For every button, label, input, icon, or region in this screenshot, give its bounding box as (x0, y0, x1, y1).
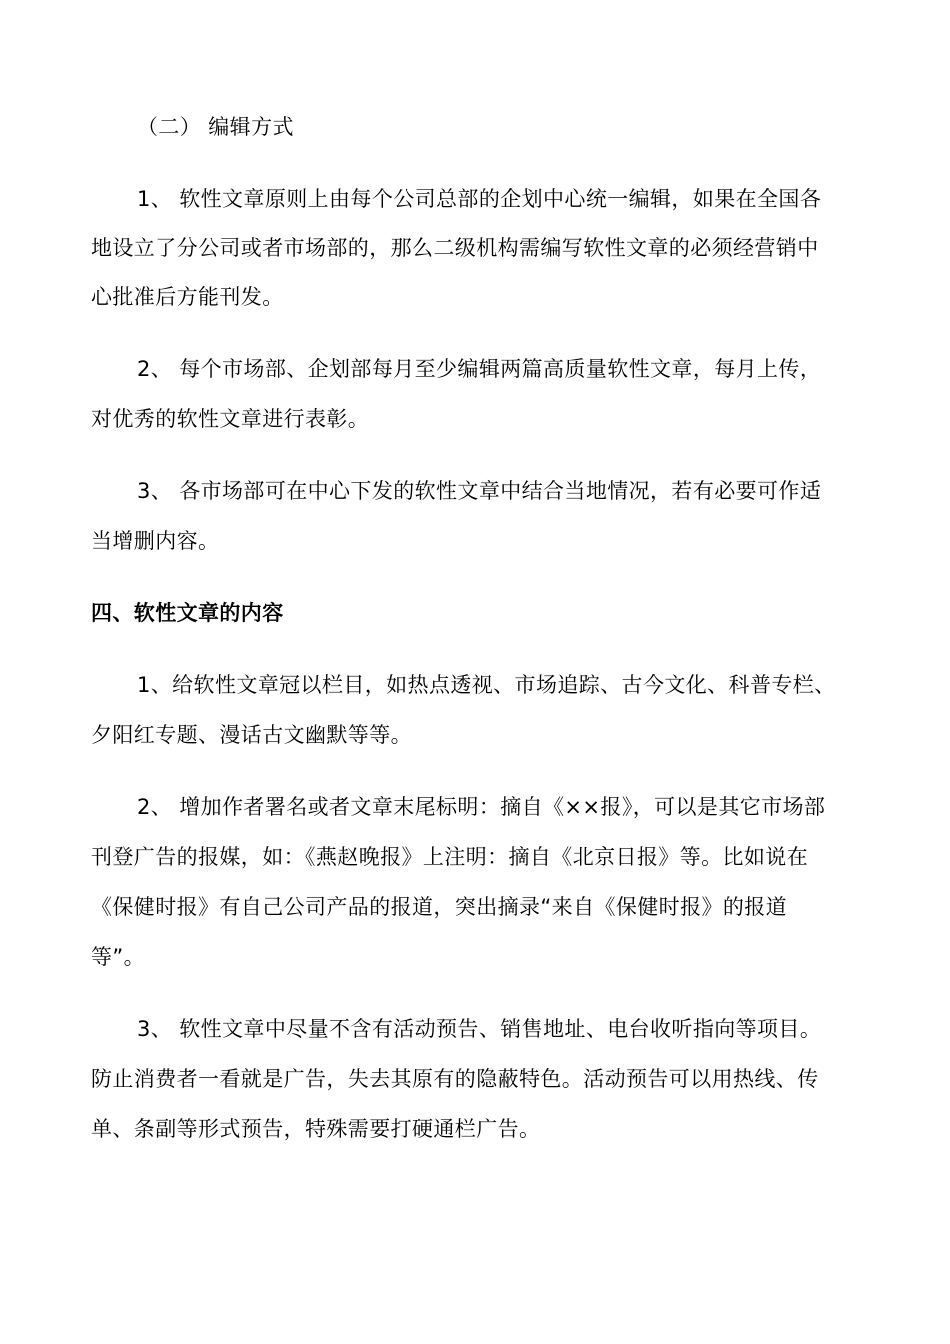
section-heading-content: 四、软性文章的内容 (91, 601, 284, 625)
paragraph-line: 地设立了分公司或者市场部的，那么二级机构需编写软性文章的必须经营销中 (91, 236, 819, 260)
paragraph-line: 3、 软性文章中尽量不含有活动预告、销售地址、电台收听指向等项目。 (137, 1017, 822, 1041)
paragraph-line: 等”。 (91, 945, 146, 969)
paragraph-line: 1、 软性文章原则上由每个公司总部的企划中心统一编辑，如果在全国各 (137, 187, 822, 211)
paragraph-line: 2、 增加作者署名或者文章末尾标明：摘自《××报》，可以是其它市场部 (137, 795, 826, 819)
paragraph-line: 3、 各市场部可在中心下发的软性文章中结合当地情况，若有必要可作适 (137, 479, 822, 503)
paragraph-line: 2、 每个市场部、企划部每月至少编辑两篇高质量软性文章，每月上传， (137, 357, 822, 381)
paragraph-line: 单、条副等形式预告，特殊需要打硬通栏广告。 (91, 1117, 541, 1141)
paragraph-line: 1、给软性文章冠以栏目，如热点透视、市场追踪、古今文化、科普专栏、 (137, 673, 836, 697)
paragraph-line: 夕阳红专题、漫话古文幽默等等。 (91, 723, 412, 747)
paragraph-line: 对优秀的软性文章进行表彰。 (91, 407, 370, 431)
paragraph-line: 当增删内容。 (91, 529, 220, 553)
section-heading-edit-method: （二） 编辑方式 (137, 115, 294, 139)
paragraph-line: 心批准后方能刊发。 (91, 285, 284, 309)
paragraph-line: 刊登广告的报媒，如：《燕赵晚报》上注明：摘自《北京日报》等。比如说在 (91, 845, 809, 869)
paragraph-line: 防止消费者一看就是广告，失去其原有的隐蔽特色。活动预告可以用热线、传 (91, 1067, 819, 1091)
paragraph-line: 《保健时报》有自己公司产品的报道，突出摘录“来自《保健时报》的报道 (91, 895, 788, 919)
